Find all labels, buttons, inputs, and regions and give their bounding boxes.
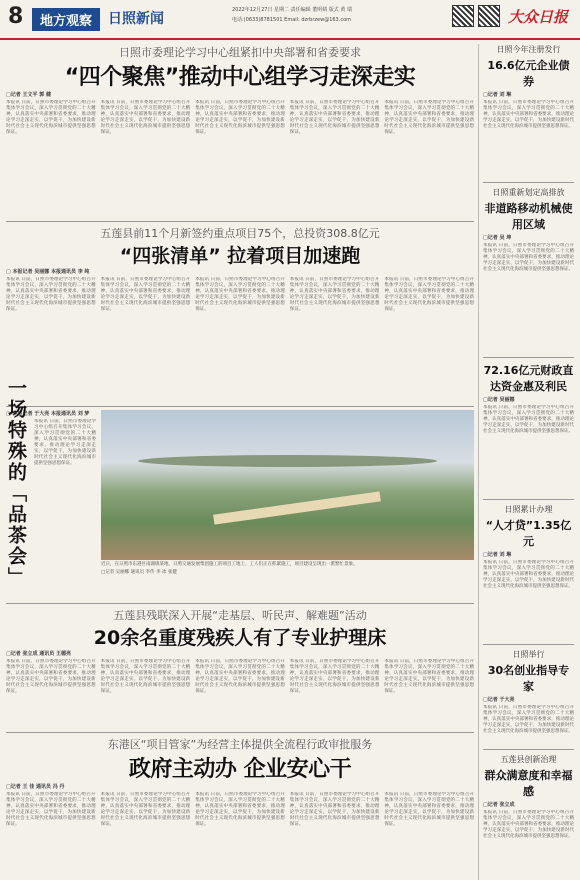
body-column: 本报讯 日前，日照市委理论学习中心组召开集体学习会议，深入学习贯彻党的二十大精神，认真落实中央部署和省委要求，推动理论学习走深走实，以学促干，为加快建设新时代社会主义现代化海滨城市提供坚强思想保证。 <box>6 277 96 312</box>
edition-title: 日照新闻 <box>108 11 164 27</box>
sidebar-body: 本报讯 日前，日照市委理论学习中心组召开集体学习会议，深入学习贯彻党的二十大精神，认真落实中央部署和省委要求，推动理论学习走深走实，以学促干，为加快建设新时代社会主义现代化海滨城市提供坚强思想保证。 <box>483 405 574 434</box>
story2-kicker: 五莲县前11个月新签约重点项目75个，总投资308.8亿元 <box>100 227 380 240</box>
body-column: 本报讯 日前，日照市委理论学习中心组召开集体学习会议，深入学习贯彻党的二十大精神，认真落实中央部署和省委要求，推动理论学习走深走实，以学促干，为加快建设新时代社会主义现代化海滨城市提供坚强思想保证。 <box>100 792 191 827</box>
body-column: 本报讯 日前，日照市委理论学习中心组召开集体学习会议，深入学习贯彻党的二十大精神，认真落实中央部署和省委要求，推动理论学习走深走实，以学促干，为加快建设新时代社会主义现代化海滨城市提供坚强思想保证。 <box>100 100 191 135</box>
section-label: 地方观察 <box>32 8 100 31</box>
divider <box>483 357 574 358</box>
sidebar-item <box>483 754 574 880</box>
sidebar <box>478 44 574 880</box>
lead-kicker: 日照市委理论学习中心组紧扣中央部署和省委要求 <box>119 46 361 59</box>
lead-headline: “四个聚焦”推动中心组学习走深走实 <box>64 65 416 90</box>
lead-byline: □记者 王文平 郭 健 <box>6 92 51 98</box>
story3-kicker: 五莲县残联深入开展“走基层、听民声、解难题”活动 <box>113 609 367 622</box>
sidebar-byline: □记者 张立成 <box>483 802 515 808</box>
sidebar-body: 本报讯 日前，日照市委理论学习中心组召开集体学习会议，深入学习贯彻党的二十大精神，认真落实中央部署和省委要求，推动理论学习走深走实，以学促干，为加快建设新时代社会主义现代化海滨城市提供坚强思想保证。 <box>483 100 574 129</box>
feature-vertical-title: 一场特殊的「品茶会」 <box>5 378 27 588</box>
divider <box>6 603 474 604</box>
body-column: 本报讯 日前，日照市委理论学习中心组召开集体学习会议，深入学习贯彻党的二十大精神，认真落实中央部署和省委要求，推动理论学习走深走实，以学促干，为加快建设新时代社会主义现代化海滨城市提供坚强思想保证。 <box>289 792 380 827</box>
qr-code-icon <box>452 5 474 27</box>
story2-headline: “四张清单” 拉着项目加速跑 <box>119 245 361 267</box>
sidebar-item <box>483 187 574 353</box>
body-column: 本报讯 日前，日照市委理论学习中心组召开集体学习会议，深入学习贯彻党的二十大精神，认真落实中央部署和省委要求，推动理论学习走深走实，以学促干，为加快建设新时代社会主义现代化海滨城市提供坚强思想保证。 <box>6 792 96 827</box>
sidebar-body: 本报讯 日前，日照市委理论学习中心组召开集体学习会议，深入学习贯彻党的二十大精神，认真落实中央部署和省委要求，推动理论学习走深走实，以学促干，为加快建设新时代社会主义现代化海滨城市提供坚强思想保证。 <box>483 243 574 272</box>
sidebar-kicker: 日照举行 <box>512 650 545 659</box>
body-column: 本报讯 日前，日照市委理论学习中心组召开集体学习会议，深入学习贯彻党的二十大精神，认真落实中央部署和省委要求，推动理论学习走深走实，以学促干，为加快建设新时代社会主义现代化海滨城市提供坚强思想保证。 <box>195 792 285 827</box>
sidebar-title: 30名创业指导专家 <box>487 664 570 693</box>
body-column: 本报讯 日前，日照市委理论学习中心组召开集体学习会议，深入学习贯彻党的二十大精神，认真落实中央部署和省委要求，推动理论学习走深走实，以学促干，为加快建设新时代社会主义现代化海滨城市提供坚强思想保证。 <box>384 277 474 312</box>
sidebar-byline: □记者 吴 坤 <box>483 235 512 241</box>
body-column: 本报讯 日前，日照市委理论学习中心组召开集体学习会议，深入学习贯彻党的二十大精神，认真落实中央部署和省委要求，推动理论学习走深走实，以学促干，为加快建设新时代社会主义现代化海滨城市提供坚强思想保证。 <box>289 100 380 135</box>
sidebar-byline: □记者 刘 琳 <box>483 552 512 558</box>
sidebar-kicker: 日照累计办理 <box>504 505 553 514</box>
sidebar-kicker: 日照重新划定高排放 <box>492 188 565 197</box>
sidebar-byline: □记者 刘 琳 <box>483 92 512 98</box>
divider <box>483 499 574 500</box>
sidebar-body: 本报讯 日前，日照市委理论学习中心组召开集体学习会议，深入学习贯彻党的二十大精神，认真落实中央部署和省委要求，推动理论学习走深走实，以学促干，为加快建设新时代社会主义现代化海滨城市提供坚强思想保证。 <box>483 560 574 589</box>
sidebar-byline: □记者 于大亮 <box>483 697 515 703</box>
story4-body <box>6 792 474 862</box>
sidebar-item <box>483 504 574 640</box>
body-column: 本报讯 日前，日照市委理论学习中心组召开集体学习会议，深入学习贯彻党的二十大精神，认真落实中央部署和省委要求，推动理论学习走深走实，以学促干，为加快建设新时代社会主义现代化海滨城市提供坚强思想保证。 <box>6 100 96 135</box>
story2-byline: □ 本报记者 吴丽娜 本报通讯员 李 纯 <box>6 269 90 275</box>
body-column: 本报讯 日前，日照市委理论学习中心组召开集体学习会议，深入学习贯彻党的二十大精神，认真落实中央部署和省委要求，推动理论学习走深走实，以学促干，为加快建设新时代社会主义现代化海滨城市提供坚强思想保证。 <box>384 792 474 827</box>
sidebar-title: 非道路移动机械使用区域 <box>484 202 573 231</box>
divider <box>483 749 574 750</box>
news-photo <box>101 410 474 560</box>
sidebar-item <box>483 362 574 495</box>
sidebar-body: 本报讯 日前，日照市委理论学习中心组召开集体学习会议，深入学习贯彻党的二十大精神，认真落实中央部署和省委要求，推动理论学习走深走实，以学促干，为加快建设新时代社会主义现代化海滨城市提供坚强思想保证。 <box>483 810 574 839</box>
body-column: 本报讯 日前，日照市委理论学习中心组召开集体学习会议，深入学习贯彻党的二十大精神，认真落实中央部署和省委要求，推动理论学习走深走实，以学促干，为加快建设新时代社会主义现代化海滨城市提供坚强思想保证。 <box>195 277 285 312</box>
divider <box>6 732 474 733</box>
story4-headline: 政府主动办 企业安心干 <box>128 757 352 782</box>
body-column: 本报讯 日前，日照市委理论学习中心组召开集体学习会议，深入学习贯彻党的二十大精神，认真落实中央部署和省委要求，推动理论学习走深走实，以学促干，为加快建设新时代社会主义现代化海滨城市提供坚强思想保证。 <box>384 659 474 694</box>
body-column: 本报讯 日前，日照市委理论学习中心组召开集体学习会议，深入学习贯彻党的二十大精神，认真落实中央部署和省委要求，推动理论学习走深走实，以学促干，为加快建设新时代社会主义现代化海滨城市提供坚强思想保证。 <box>195 100 285 135</box>
contact-line: 电话:(0633)8781501 Email: dzrbrzew@163.com <box>232 17 351 23</box>
feature-body: 本报讯 日前，日照市委理论学习中心组召开集体学习会议，深入学习贯彻党的二十大精神，认真落实中央部署和省委要求，推动理论学习走深走实，以学促干，为加快建设新时代社会主义现代化海滨城市提供坚强思想保证。 <box>34 419 96 466</box>
body-column: 本报讯 日前，日照市委理论学习中心组召开集体学习会议，深入学习贯彻党的二十大精神，认真落实中央部署和省委要求，推动理论学习走深走实，以学促干，为加快建设新时代社会主义现代化海滨城市提供坚强思想保证。 <box>6 659 96 694</box>
divider <box>483 644 574 645</box>
sidebar-title: 群众满意度和幸福感 <box>484 769 573 798</box>
sidebar-kicker: 日照今年注册发行 <box>496 45 561 54</box>
divider <box>483 182 574 183</box>
main-content <box>6 44 474 862</box>
page-number: 8 <box>8 4 24 29</box>
newspaper-logo: 大众日报 <box>508 8 569 26</box>
body-column: 本报讯 日前，日照市委理论学习中心组召开集体学习会议，深入学习贯彻党的二十大精神，认真落实中央部署和省委要求，推动理论学习走深走实，以学促干，为加快建设新时代社会主义现代化海滨城市提供坚强思想保证。 <box>289 659 380 694</box>
story2-body <box>6 277 474 403</box>
body-column: 本报讯 日前，日照市委理论学习中心组召开集体学习会议，深入学习贯彻党的二十大精神，认真落实中央部署和省委要求，推动理论学习走深走实，以学促干，为加快建设新时代社会主义现代化海滨城市提供坚强思想保证。 <box>289 277 380 312</box>
sidebar-body: 本报讯 日前，日照市委理论学习中心组召开集体学习会议，深入学习贯彻党的二十大精神，认真落实中央部署和省委要求，推动理论学习走深走实，以学促干，为加快建设新时代社会主义现代化海滨城市提供坚强思想保证。 <box>483 705 574 734</box>
qr-code-icon <box>478 5 500 27</box>
divider <box>6 406 474 407</box>
story4-byline: □记者 王 佳 通讯员 冯 丹 <box>6 784 65 790</box>
body-column: 本报讯 日前，日照市委理论学习中心组召开集体学习会议，深入学习贯彻党的二十大精神，认真落实中央部署和省委要求，推动理论学习走深走实，以学促干，为加快建设新时代社会主义现代化海滨城市提供坚强思想保证。 <box>195 659 285 694</box>
sidebar-kicker: 五莲县创新治理 <box>500 755 557 764</box>
sidebar-byline: □记者 吴丽娜 <box>483 397 515 403</box>
story3-body <box>6 659 474 729</box>
sidebar-item <box>483 649 574 745</box>
photo-caption: 近日，在日照市东港区南湖镇某地，日照交通发展集团施工的项目工地上，工人们正在抓紧施工，项目建设呈现出一派繁忙景象。 <box>101 562 358 567</box>
story3-byline: □记者 张立成 通讯员 王德亮 <box>6 651 71 657</box>
story3-headline: 20余名重度残疾人有了专业护理床 <box>93 627 387 649</box>
date-line: 2022年12月27日 星期二 责任编辑 董明婧 版式 黄 瑞 <box>232 7 352 13</box>
feature-byline: □ 本报记者 于大亮 本报通讯员 刘 梦 <box>6 411 90 417</box>
lead-body <box>6 100 474 218</box>
sidebar-title: 16.6亿元企业债券 <box>487 59 570 88</box>
divider <box>6 221 474 222</box>
page-header <box>0 0 580 40</box>
sidebar-title: 72.16亿元财政直达资金惠及利民 <box>483 364 574 393</box>
body-column: 本报讯 日前，日照市委理论学习中心组召开集体学习会议，深入学习贯彻党的二十大精神，认真落实中央部署和省委要求，推动理论学习走深走实，以学促干，为加快建设新时代社会主义现代化海滨城市提供坚强思想保证。 <box>100 277 191 312</box>
body-column: 本报讯 日前，日照市委理论学习中心组召开集体学习会议，深入学习贯彻党的二十大精神，认真落实中央部署和省委要求，推动理论学习走深走实，以学促干，为加快建设新时代社会主义现代化海滨城市提供坚强思想保证。 <box>384 100 474 135</box>
body-column: 本报讯 日前，日照市委理论学习中心组召开集体学习会议，深入学习贯彻党的二十大精神，认真落实中央部署和省委要求，推动理论学习走深走实，以学促干，为加快建设新时代社会主义现代化海滨城市提供坚强思想保证。 <box>100 659 191 694</box>
story4-kicker: 东港区“项目管家”为经营主体提供全流程行政审批服务 <box>107 738 373 751</box>
sidebar-item <box>483 44 574 178</box>
sidebar-title: “人才贷”1.35亿元 <box>485 519 572 548</box>
photo-credit: □记者 吴丽娜 通讯员 李传 李 冰 张健 <box>101 570 177 575</box>
